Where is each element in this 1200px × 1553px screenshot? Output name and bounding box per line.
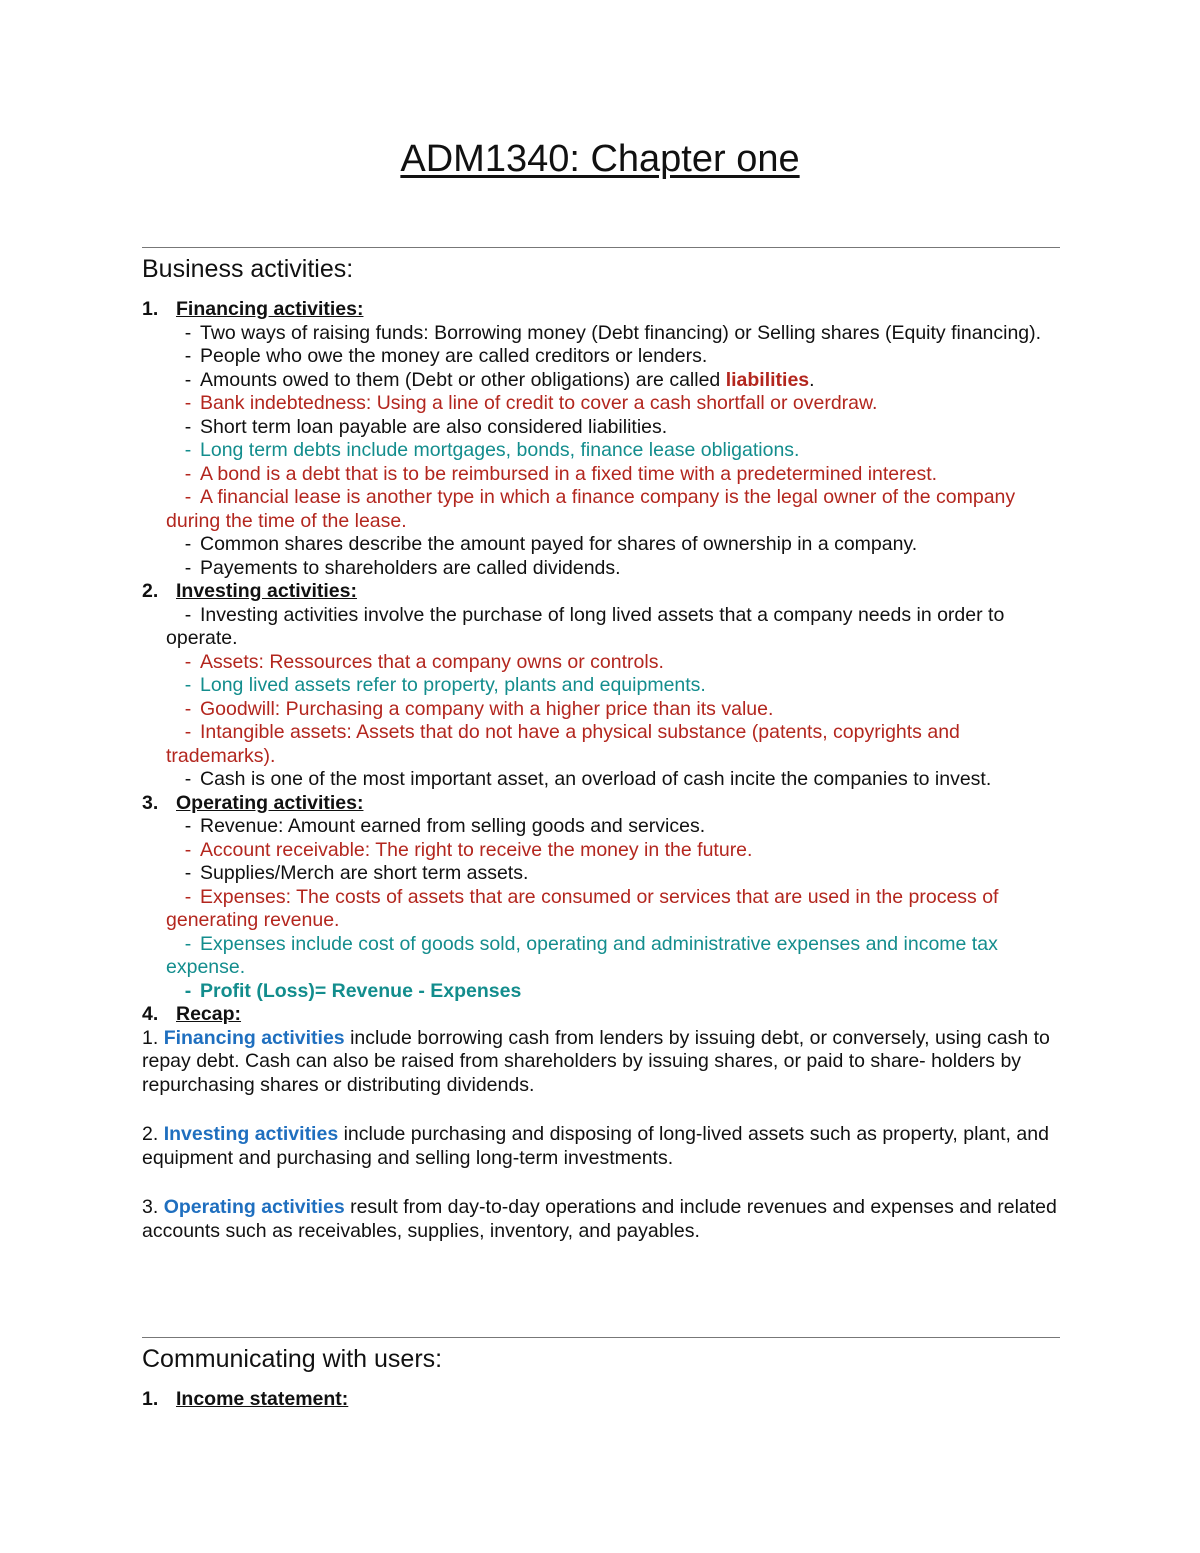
dash-marker: - bbox=[184, 462, 192, 485]
dash-marker: - bbox=[184, 345, 192, 367]
list-item-text: Two ways of raising funds: Borrowing money (Debt financing) or Selling shares (Equity financing). bbox=[200, 321, 1042, 344]
list-item bbox=[176, 392, 1062, 416]
list-item-text: Account receivable: The right to receive the money in the future. bbox=[200, 838, 753, 861]
dash-marker: - bbox=[184, 556, 192, 579]
list-item-text: Profit (Loss)= Revenue - Expenses bbox=[200, 979, 522, 1002]
list-item bbox=[176, 533, 1062, 557]
dash-marker: - bbox=[184, 979, 192, 1002]
heading-text: Recap: bbox=[176, 1003, 242, 1025]
list-item-text: Revenue: Amount earned from selling goods and services. bbox=[200, 815, 706, 837]
list-item-text: Cash is one of the most important asset, an overload of cash incite the companies to invest. bbox=[200, 768, 992, 790]
paragraph-number: 1. bbox=[142, 1026, 164, 1049]
list-item bbox=[176, 651, 1062, 675]
list-item-text: Supplies/Merch are short term assets. bbox=[200, 862, 529, 884]
heading-income-statement bbox=[142, 1388, 1062, 1412]
list-number: 1. bbox=[142, 298, 159, 320]
dash-marker: - bbox=[184, 486, 192, 508]
list-item-text: Short term loan payable are also considered liabilities. bbox=[200, 415, 668, 438]
dash-marker: - bbox=[184, 768, 192, 790]
key-term-liabilities: liabilities bbox=[725, 368, 810, 391]
list-item bbox=[166, 721, 1062, 768]
key-term: Investing activities bbox=[163, 1123, 339, 1145]
dash-marker: - bbox=[184, 533, 192, 555]
paragraph-number: 3. bbox=[142, 1196, 164, 1218]
page-title: ADM1340: Chapter one bbox=[400, 138, 800, 180]
dash-marker: - bbox=[184, 932, 192, 955]
paragraph-text: include purchasing and disposing of long-lived assets such as property, plant, and equipment and purchasing and selling long-term investments. bbox=[142, 1123, 1049, 1169]
list-item bbox=[166, 933, 1062, 980]
dash-marker: - bbox=[184, 838, 192, 861]
heading-operating-activities bbox=[142, 792, 1062, 816]
list-item bbox=[176, 557, 1062, 581]
recap-paragraph-investing bbox=[142, 1123, 1062, 1170]
section-divider bbox=[142, 1337, 1060, 1338]
list-item bbox=[176, 369, 1062, 393]
list-item-text: Expenses include cost of goods sold, operating and administrative expenses and income tax expense. bbox=[166, 932, 998, 978]
paragraph-text: result from day-to-day operations and include revenues and expenses and related accounts such as receivables, supplies, inventory, and payables. bbox=[142, 1196, 1057, 1242]
list-item bbox=[176, 698, 1062, 722]
dash-marker: - bbox=[184, 392, 192, 414]
section-heading-business-activities: Business activities: bbox=[142, 255, 354, 283]
list-item-profit-formula bbox=[176, 980, 1062, 1004]
paragraph-number: 2. bbox=[142, 1123, 164, 1145]
dash-marker: - bbox=[184, 674, 192, 696]
list-item-text: Assets: Ressources that a company owns or controls. bbox=[200, 650, 664, 673]
list-item bbox=[166, 886, 1062, 933]
list-item-text: Amounts owed to them (Debt or other obligations) are called bbox=[200, 368, 726, 391]
list-item bbox=[176, 439, 1062, 463]
list-item-text: Intangible assets: Assets that do not have a physical substance (patents, copyrights and trademarks). bbox=[166, 721, 960, 767]
list-item-text: Goodwill: Purchasing a company with a higher price than its value. bbox=[200, 697, 774, 720]
dash-marker: - bbox=[184, 603, 192, 626]
paragraph-text: include borrowing cash from lenders by issuing debt, or conversely, using cash to repay debt. Cash can also be raised from shareholders by issuing shares, or paid to share- holders by repurchasing shares or distributing dividends. bbox=[142, 1026, 1050, 1096]
list-item-text: . bbox=[809, 368, 815, 391]
heading-text: Investing activities: bbox=[176, 580, 357, 602]
list-item bbox=[176, 674, 1062, 698]
recap-paragraph-operating bbox=[142, 1196, 1062, 1243]
list-item-text: A financial lease is another type in which a finance company is the legal owner of the company during the time of the lease. bbox=[166, 486, 1016, 532]
list-item bbox=[176, 345, 1062, 369]
list-item-text: People who owe the money are called creditors or lenders. bbox=[200, 345, 708, 367]
list-item bbox=[166, 604, 1062, 651]
list-item bbox=[166, 486, 1062, 533]
list-number: 1. bbox=[142, 1388, 159, 1410]
list-item bbox=[176, 862, 1062, 886]
heading-recap bbox=[142, 1003, 1062, 1027]
dash-marker: - bbox=[184, 439, 192, 461]
key-term: Operating activities bbox=[163, 1196, 345, 1218]
list-item bbox=[176, 416, 1062, 440]
dash-marker: - bbox=[184, 862, 192, 884]
dash-marker: - bbox=[184, 815, 192, 837]
dash-marker: - bbox=[184, 885, 192, 908]
list-item-text: Payements to shareholders are called dividends. bbox=[200, 556, 621, 579]
key-term: Financing activities bbox=[163, 1026, 345, 1049]
list-number: 3. bbox=[142, 791, 159, 814]
list-item-text: Long term debts include mortgages, bonds, finance lease obligations. bbox=[200, 439, 800, 461]
list-item bbox=[166, 768, 1062, 792]
list-item-text: Investing activities involve the purchase of long lived assets that a company needs in order to operate. bbox=[166, 603, 1005, 649]
section-heading-communicating-with-users: Communicating with users: bbox=[142, 1345, 443, 1373]
list-item-text: A bond is a debt that is to be reimbursed in a fixed time with a predetermined interest. bbox=[200, 462, 938, 485]
dash-marker: - bbox=[184, 415, 192, 438]
business-activities-content bbox=[142, 298, 1062, 1243]
heading-financing-activities bbox=[142, 298, 1062, 322]
heading-text: Financing activities: bbox=[176, 298, 364, 320]
section-divider bbox=[142, 247, 1060, 248]
dash-marker: - bbox=[184, 721, 192, 743]
heading-text: Operating activities: bbox=[176, 791, 364, 814]
dash-marker: - bbox=[184, 368, 192, 391]
list-item-text: Long lived assets refer to property, plants and equipments. bbox=[200, 674, 706, 696]
communicating-content bbox=[142, 1388, 1062, 1412]
list-item-text: Expenses: The costs of assets that are consumed or services that are used in the process of generating revenue. bbox=[166, 885, 999, 931]
list-item-text: Common shares describe the amount payed for shares of ownership in a company. bbox=[200, 533, 918, 555]
recap-paragraph-financing bbox=[142, 1027, 1062, 1098]
list-item-text: Bank indebtedness: Using a line of credit to cover a cash shortfall or overdraw. bbox=[200, 392, 878, 414]
heading-text: Income statement: bbox=[176, 1388, 349, 1410]
list-item bbox=[176, 815, 1062, 839]
list-item bbox=[176, 839, 1062, 863]
dash-marker: - bbox=[184, 321, 192, 344]
list-item bbox=[166, 322, 1062, 346]
heading-investing-activities bbox=[142, 580, 1062, 604]
dash-marker: - bbox=[184, 697, 192, 720]
dash-marker: - bbox=[184, 650, 192, 673]
list-number: 4. bbox=[142, 1003, 159, 1025]
list-item bbox=[176, 463, 1062, 487]
list-number: 2. bbox=[142, 580, 159, 602]
